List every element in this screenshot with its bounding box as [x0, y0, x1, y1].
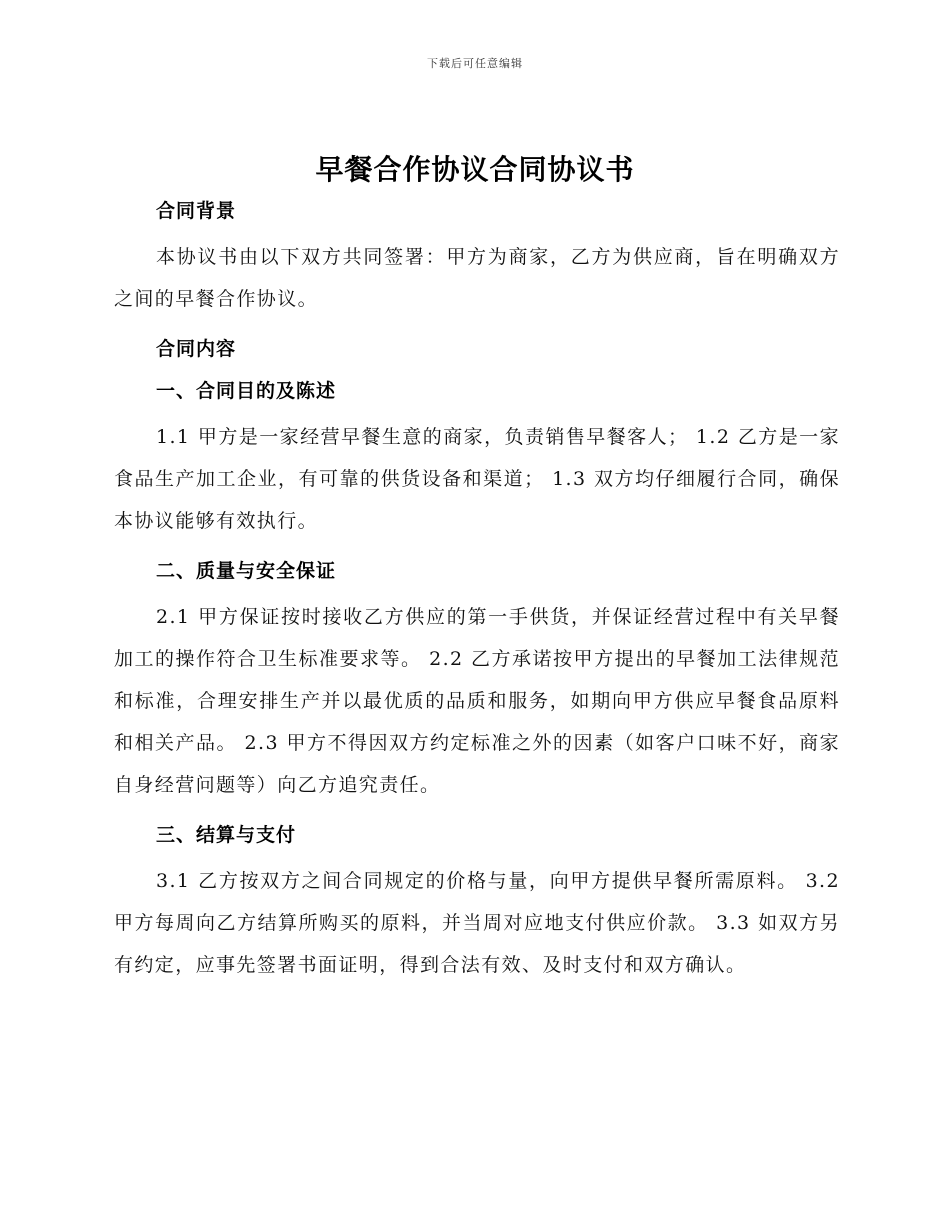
section-1-paragraph: 1.1 甲方是一家经营早餐生意的商家，负责销售早餐客人； 1.2 乙方是一家食品生产加工企业，有可靠的供货设备和渠道； 1.3 双方均仔细履行合同，确保本协议能够有效执行。 — [114, 426, 840, 532]
header-note: 下载后可任意编辑 — [427, 57, 523, 70]
background-paragraph: 本协议书由以下双方共同签署：甲方为商家，乙方为供应商，旨在明确双方之间的早餐合作协议。 — [114, 246, 840, 310]
content-heading: 合同内容 — [156, 338, 237, 360]
section-1-heading: 一、合同目的及陈述 — [156, 380, 337, 402]
section-2-paragraph: 2.1 甲方保证按时接收乙方供应的第一手供货，并保证经营过程中有关早餐加工的操作符合卫生标准要求等。 2.2 乙方承诺按甲方提出的早餐加工法律规范和标准，合理安排生产并以最优质的品质和服务，如期向甲方供应早餐食品原料和相关产品。 2.3 甲方不得因双方约定标准之外的因素（如客户口味不好，商家自身经营问题等）向乙方追究责任。 — [114, 606, 840, 796]
document-body — [114, 190, 840, 994]
section-2-heading: 二、质量与安全保证 — [156, 560, 337, 582]
section-3-paragraph: 3.1 乙方按双方之间合同规定的价格与量，向甲方提供早餐所需原料。 3.2 甲方每周向乙方结算所购买的原料，并当周对应地支付供应价款。 3.3 如双方另有约定，应事先签署书面证明，得到合法有效、及时支付和双方确认。 — [114, 870, 840, 976]
background-heading: 合同背景 — [156, 200, 237, 222]
section-3-heading: 三、结算与支付 — [156, 824, 297, 846]
document-title: 早餐合作协议合同协议书 — [315, 153, 635, 186]
